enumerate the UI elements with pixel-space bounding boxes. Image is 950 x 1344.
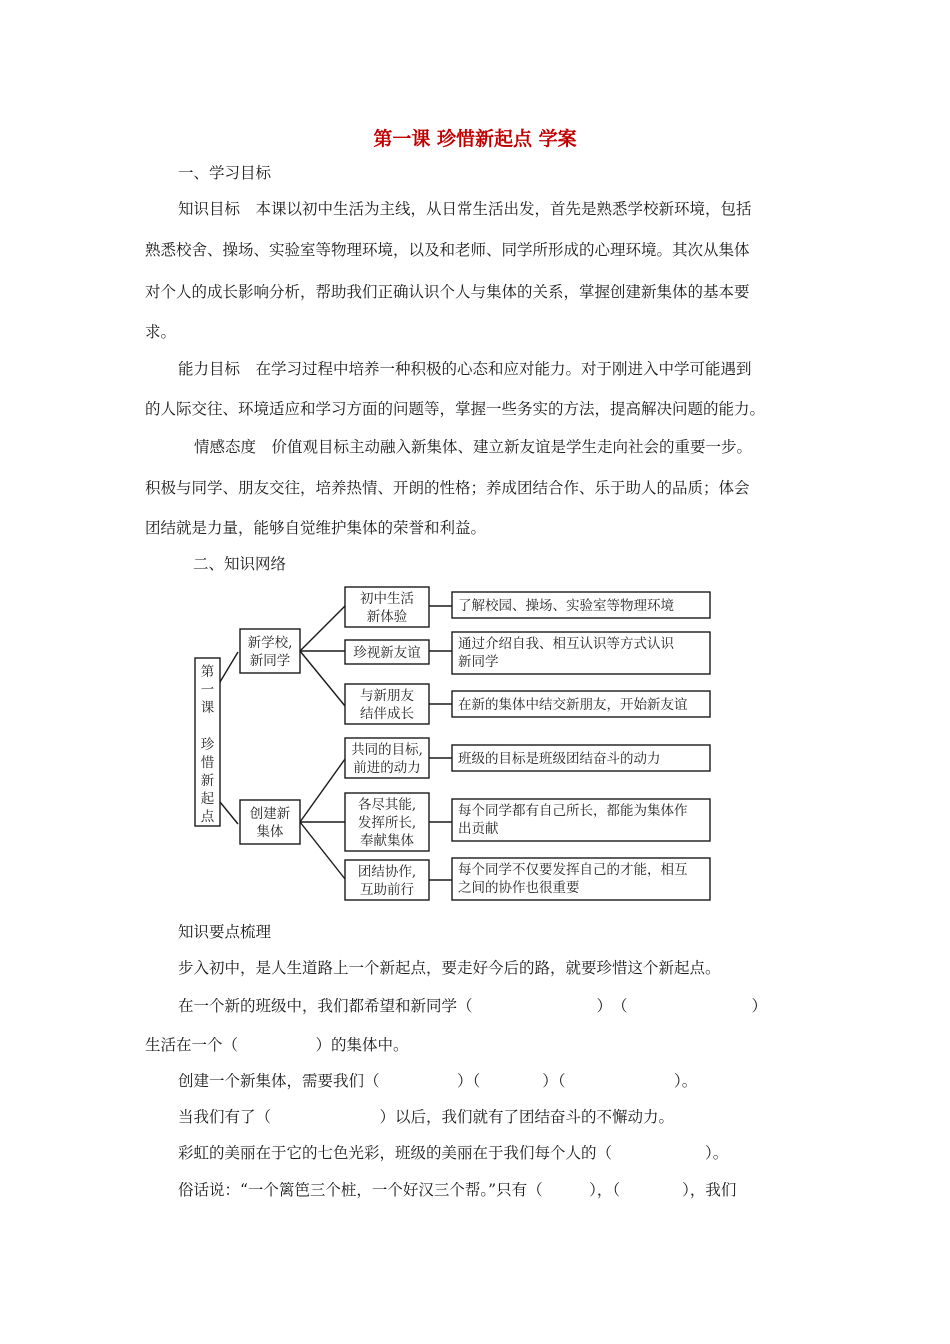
root-char: 珍 — [200, 737, 215, 753]
point-2-line-2: 生活在一个（ ）的集体中。 — [145, 1036, 409, 1054]
mid-5-label: 奉献集体 — [360, 833, 414, 849]
knowledge-network-diagram — [190, 584, 715, 902]
root-char: 一 — [200, 682, 215, 698]
root-char: 课 — [200, 700, 215, 716]
mid-4-label: 共同的目标, — [351, 742, 423, 758]
knowledge-goal-line-2: 熟悉校舍、操场、实验室等物理环境，以及和老师、同学所形成的心理环境。其次从集体 — [145, 241, 750, 259]
point-5: 彩虹的美丽在于它的七色光彩，班级的美丽在于我们每个人的（ ）。 — [178, 1144, 729, 1162]
root-char: 惜 — [200, 755, 215, 771]
point-6: 俗话说：“一个篱笆三个桩，一个好汉三个帮。”只有（ ），（ ），我们 — [178, 1181, 737, 1199]
knowledge-goal-line-1: 知识目标 本课以初中生活为主线，从日常生活出发，首先是熟悉学校新环境，包括 — [178, 200, 752, 218]
root-char: 第 — [200, 664, 215, 680]
leaf-2-label: 通过介绍自我、相互认识等方式认识 — [458, 636, 674, 652]
mid-6-label: 互助前行 — [360, 882, 414, 898]
branch-1-label: 新学校, — [247, 635, 293, 651]
points-heading: 知识要点梳理 — [178, 923, 272, 941]
emotion-goal-line-1: 情感态度 价值观目标主动融入新集体、建立新友谊是学生走向社会的重要一步。 — [194, 438, 753, 456]
root-char: 点 — [200, 809, 215, 825]
leaf-2-label: 新同学 — [458, 654, 499, 670]
knowledge-goal-line-3: 对个人的成长影响分析，帮助我们正确认识个人与集体的关系，掌握创建新集体的基本要 — [145, 283, 750, 301]
mid-6-label: 团结协作, — [357, 864, 417, 880]
mid-3-label: 结伴成长 — [360, 706, 414, 722]
point-2-line-1: 在一个新的班级中，我们都希望和新同学（ ） （ ） — [178, 997, 768, 1015]
mid-3-label: 与新朋友 — [360, 688, 414, 704]
leaf-6-label: 之间的协作也很重要 — [458, 880, 580, 896]
emotion-goal-line-2: 积极与同学、朋友交往，培养热情、开朗的性格；养成团结合作、乐于助人的品质；体会 — [145, 479, 750, 497]
page-title: 第一课 珍惜新起点 学案 — [373, 128, 577, 150]
branch-2-label: 创建新 — [249, 806, 291, 822]
mid-2-label: 珍视新友谊 — [353, 645, 421, 661]
root-char: 新 — [200, 773, 215, 789]
ability-goal-line-1: 能力目标 在学习过程中培养一种积极的心态和应对能力。对于刚进入中学可能遇到 — [178, 360, 752, 378]
root-char: 起 — [200, 791, 215, 807]
mid-4-label: 前进的动力 — [353, 760, 421, 776]
point-4: 当我们有了（ ）以后，我们就有了团结奋斗的不懈动力。 — [178, 1108, 675, 1126]
leaf-6-label: 每个同学不仅要发挥自己的才能，相互 — [458, 862, 688, 878]
point-3: 创建一个新集体，需要我们（ ）（ ）（ ）。 — [178, 1072, 698, 1090]
branch-1-label: 新同学 — [249, 653, 291, 669]
mid-1-label: 新体验 — [366, 609, 408, 625]
mid-1-label: 初中生活 — [360, 591, 414, 607]
knowledge-goal-line-4: 求。 — [145, 323, 177, 341]
leaf-3-label: 在新的集体中结交新朋友，开始新友谊 — [458, 697, 688, 713]
root-label — [201, 664, 215, 825]
section-heading-goals: 一、学习目标 — [178, 164, 272, 182]
mid-5-label: 各尽其能, — [357, 797, 417, 813]
section-heading-network: 二、知识网络 — [193, 555, 287, 573]
point-1: 步入初中，是人生道路上一个新起点，要走好今后的路，就要珍惜这个新起点。 — [178, 959, 721, 977]
mid-5-label: 发挥所长, — [357, 815, 417, 831]
leaf-4-label: 班级的目标是班级团结奋斗的动力 — [458, 751, 661, 767]
emotion-goal-line-3: 团结就是力量，能够自觉维护集体的荣誉和利益。 — [145, 519, 487, 537]
leaf-1-label: 了解校园、操场、实验室等物理环境 — [458, 598, 674, 614]
branch-2-label: 集体 — [256, 824, 284, 840]
leaf-5-label: 每个同学都有自己所长，都能为集体作 — [458, 803, 688, 819]
ability-goal-line-2: 的人际交往、环境适应和学习方面的问题等，掌握一些务实的方法，提高解决问题的能力。 — [145, 400, 766, 418]
leaf-5-label: 出贡献 — [458, 821, 499, 837]
